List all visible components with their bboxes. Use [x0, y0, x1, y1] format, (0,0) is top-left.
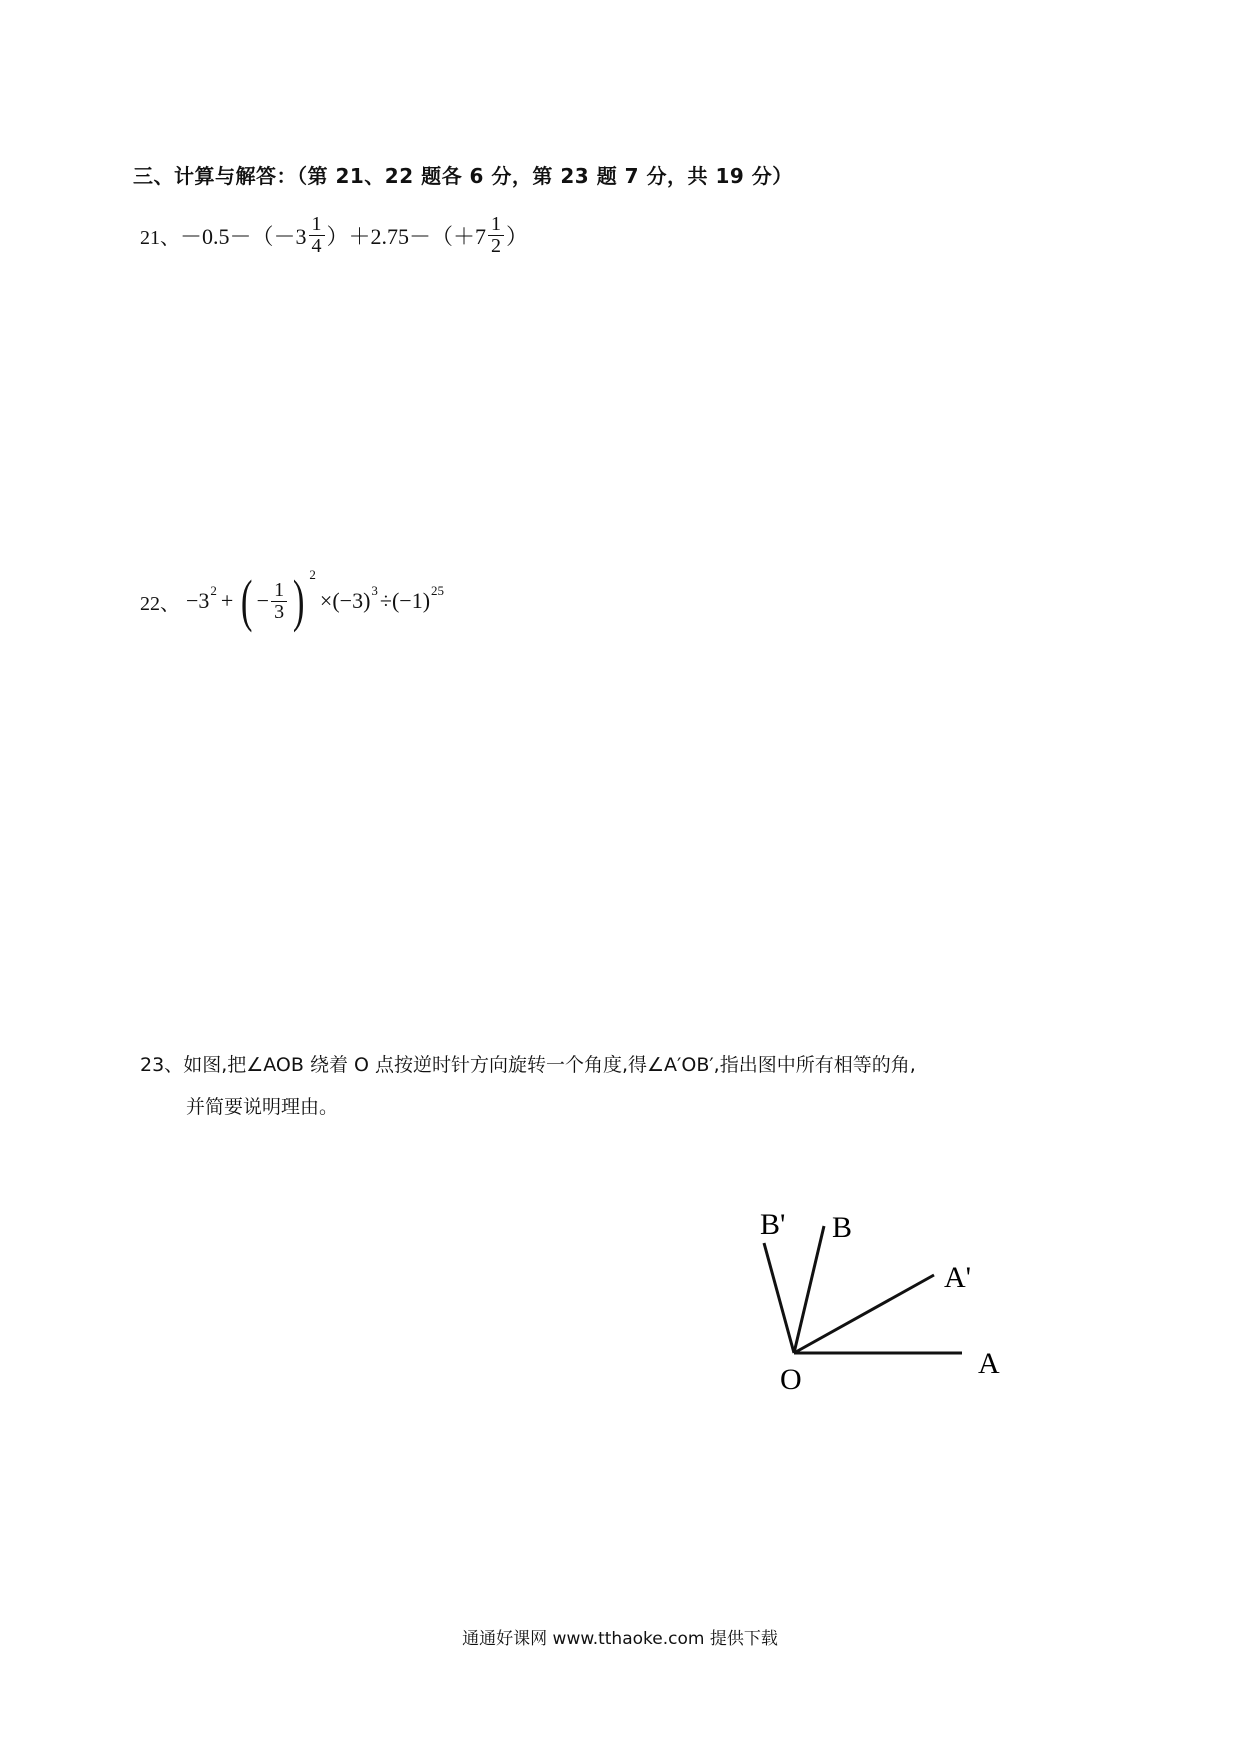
page-footer: 通通好课网 www.tthaoke.com 提供下载: [462, 1629, 778, 1649]
label-O: O: [780, 1363, 802, 1396]
q22-number: 22、: [140, 592, 180, 615]
q22-plus: +: [220, 588, 234, 613]
q22-times-part: ×(−3): [319, 588, 371, 613]
label-A: A: [978, 1347, 1000, 1380]
label-A-prime: A': [944, 1261, 972, 1294]
q21-part2: ）＋2.75－（＋7: [326, 224, 487, 249]
q21-frac1-denominator: 4: [311, 235, 322, 257]
q21-expression: [140, 214, 528, 257]
q22-div-part: ÷(−1): [379, 588, 431, 613]
q21-fraction-1: [309, 214, 325, 257]
q22-exp4: 25: [431, 583, 445, 598]
q22-minus-three: −3: [186, 588, 210, 613]
question-23: [140, 1050, 1100, 1123]
q21-part3: ）: [506, 224, 529, 249]
q22-exp2: 2: [309, 567, 316, 582]
section-title: 三、计算与解答：（第 21、22 题各 6 分，第 23 题 7 分，共 19 分）: [133, 164, 793, 188]
q21-frac2-numerator: 1: [488, 214, 504, 236]
q23-text-line1: 如图,把∠AOB 绕着 O 点按逆时针方向旋转一个角度,得∠A′OB′,指出图中所有相等的角,: [183, 1054, 916, 1076]
rotation-angle-figure: [700, 1160, 1040, 1400]
q21-number: 21、: [140, 227, 180, 249]
q23-line1: [140, 1050, 1100, 1080]
q21-part1: －0.5－（－3: [180, 224, 307, 249]
q22-expression: [140, 567, 445, 633]
q22-fraction: [271, 580, 287, 623]
q22-frac-denominator: 3: [274, 600, 285, 623]
ray-OB-prime: [764, 1243, 794, 1353]
q22-frac-sign: −: [256, 588, 270, 613]
label-B: B: [832, 1211, 853, 1244]
q21-frac2-denominator: 2: [491, 235, 502, 257]
q23-text-line2: 并简要说明理由。: [186, 1096, 339, 1119]
q23-number: 23、: [140, 1054, 184, 1076]
q21-fraction-2: [488, 214, 504, 257]
ray-OA-prime: [794, 1275, 934, 1353]
label-B-prime: B': [760, 1208, 786, 1241]
left-paren: (: [241, 568, 253, 633]
q22-exp1: 2: [210, 583, 217, 598]
q22-exp3: 3: [371, 583, 378, 598]
q21-frac1-numerator: 1: [309, 214, 325, 236]
question-21: [140, 214, 528, 257]
question-22: [140, 567, 445, 633]
ray-OB: [794, 1226, 824, 1353]
right-paren: ): [292, 568, 305, 633]
q22-frac-numerator: 1: [271, 580, 287, 602]
